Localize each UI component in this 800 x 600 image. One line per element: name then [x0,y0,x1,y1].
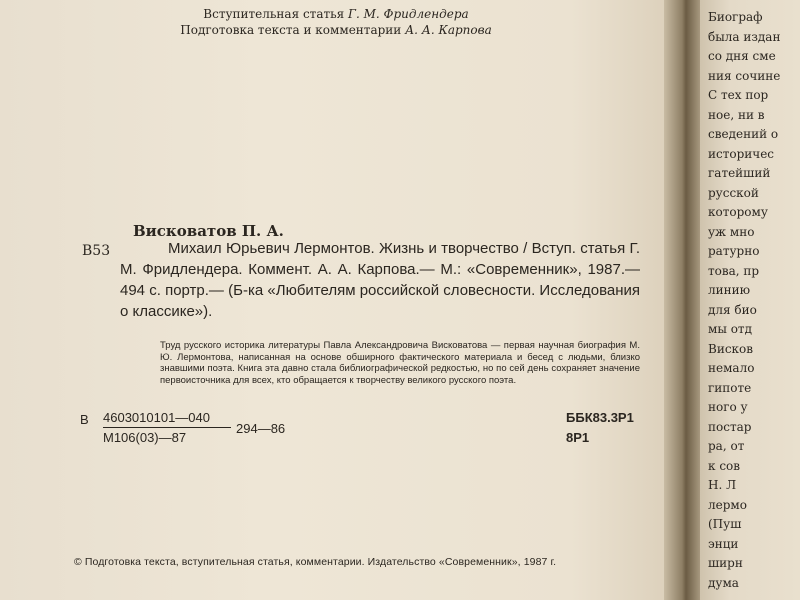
isbn-code: 294—86 [236,421,286,436]
right-page-line: для био [708,302,757,317]
right-page-line: Висков [708,341,754,356]
book-title: Михаил Юрьевич Лермонтов. Жизнь и творчество [168,240,519,257]
right-page-line: ное, ни в [708,107,765,122]
copyright-line: © Подготовка текста, вступительная статья, комментарии. Издательство «Современник», 1987 г. [74,556,557,568]
right-page-line: сведений о [708,127,779,141]
author-heading: Висковатов П. А. [133,222,284,240]
right-page-line: немало [708,361,755,375]
isbn-denominator: М106(03)—87 [103,430,187,445]
fraction-line [103,427,231,428]
right-page-line: дума [708,575,739,590]
right-page [700,0,800,600]
right-page-line: това, пр [708,263,760,278]
right-page-line: русской [708,185,759,200]
right-page-line: уж мно [708,224,755,239]
bbk-subcode: 8Р1 [566,430,590,445]
right-page-line: Биограф [708,10,763,24]
classification-code: В53 [82,243,111,259]
right-page-line: ного у [708,400,748,414]
right-page-line: мы отд [708,322,752,336]
bibliographic-description [120,238,640,322]
right-page-line: ра, от [708,439,745,453]
right-page-line: гипоте [708,380,752,395]
isbn-letter: В [80,412,89,427]
right-page-text [708,8,780,593]
right-page-line: которому [708,205,768,219]
right-page-line: историчес [708,146,775,161]
credits-text-label: Подготовка текста и комментарии [180,23,406,37]
right-page-line: Н. Л [708,478,737,492]
right-page-line: энци [708,536,739,551]
right-page-line: лермо [708,497,747,512]
credits [0,6,672,38]
right-page-line: (Пуш [708,517,742,531]
bbk-code: ББК83.3Р1 [566,410,634,425]
right-page-line: гатейший [708,166,771,180]
right-page-line: ширн [708,556,743,570]
isbn-numerator: 4603010101—040 [103,410,210,425]
book-gutter [664,0,704,600]
right-page-line: ния сочине [708,68,781,83]
right-page-line: была издан [708,29,781,44]
right-page-line: постар [708,419,752,434]
right-page-line: со дня сме [708,49,776,63]
right-page-line: к сов [708,458,741,473]
annotation-text: Труд русского историка литературы Павла Александровича Висковатова — первая научная биография М. Ю. Лермонтова, написанная на основе обширного фактического материала и бесед с людьми, близко знавшими поэта. Книга эта давно стала библиографической редкостью, но по сей день сохраняет значение первоисточника для всех, кто обращается к творчеству великого русского поэта. [160,340,640,386]
right-page-line: С тех пор [708,88,769,102]
credits-line-text [0,22,672,38]
credits-text-name: А. А. Карпова [405,23,492,37]
credits-intro-label: Вступительная статья [203,7,349,21]
right-page-line: ратурно [708,244,760,258]
credits-line-intro [0,6,672,22]
credits-intro-name: Г. М. Фридлендера [348,7,469,21]
right-page-line: линию [708,283,751,297]
bibliographic-details: / Вступ. статья Г. М. Фридлендера. Коммент. А. А. Карпова.— М.: «Современник», 1987.— 494 с. портр.— (Б-ка «Любителям российской словесности. Исследования о классике»). [120,240,640,320]
